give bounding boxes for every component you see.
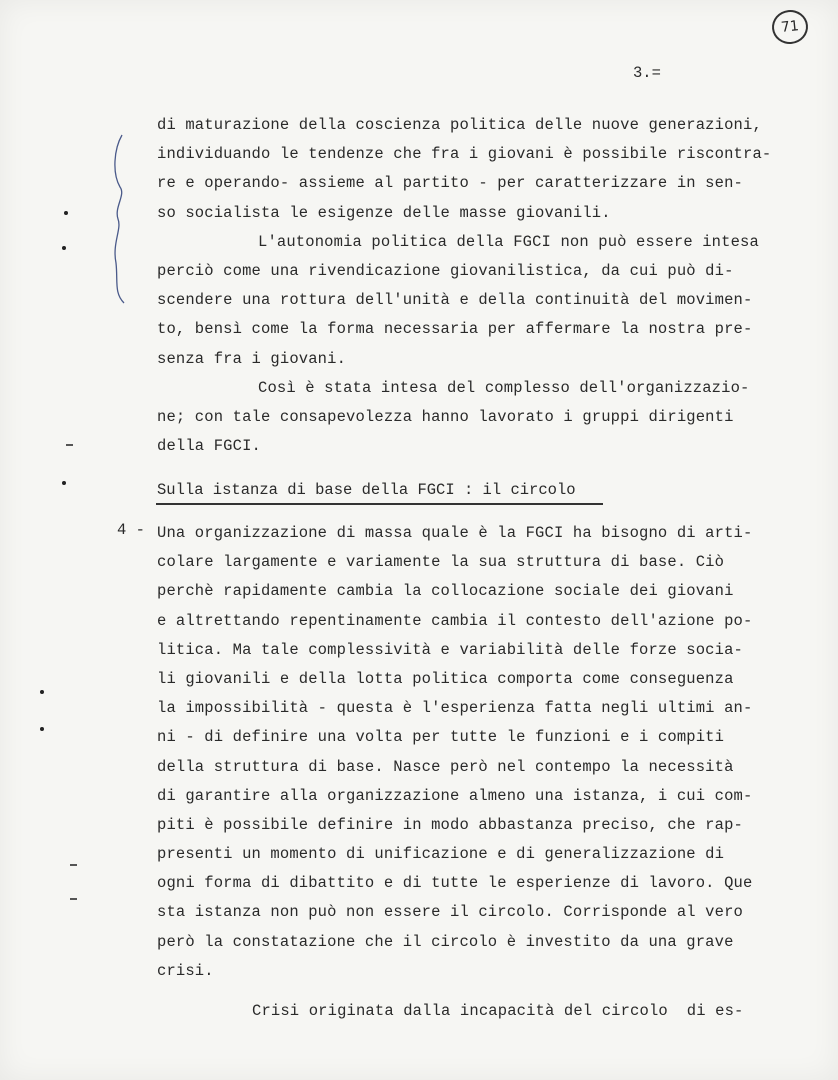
- text-line: ne; con tale consapevolezza hanno lavorato i gruppi dirigenti: [157, 407, 734, 426]
- text-line: la impossibilità - questa è l'esperienza fatta negli ultimi an-: [157, 699, 753, 718]
- page-number: 3.=: [633, 64, 661, 82]
- section-heading: Sulla istanza di base della FGCI : il circolo: [157, 481, 576, 499]
- text-line: Una organizzazione di massa quale è la FGCI ha bisogno di arti-: [157, 524, 753, 542]
- text-line: della FGCI.: [157, 437, 261, 456]
- margin-dot: [62, 481, 66, 485]
- text-line: perchè rapidamente cambia la collocazione sociale dei giovani: [157, 582, 734, 601]
- text-line: colare largamente e variamente la sua struttura di base. Ciò: [157, 553, 725, 572]
- text-line: individuando le tendenze che fra i giovani è possibile riscontra-: [157, 145, 772, 164]
- text-line: della struttura di base. Nasce però nel contempo la necessità: [157, 757, 734, 776]
- text-line: presenti un momento di unificazione e di generalizzazione di: [157, 845, 725, 864]
- text-line: senza fra i giovani.: [157, 349, 347, 368]
- text-line: li giovanili e della lotta politica comporta come conseguenza: [157, 669, 734, 688]
- margin-dash: [66, 444, 73, 446]
- margin-dot: [40, 690, 44, 694]
- text-line: to, bensì come la forma necessaria per affermare la nostra pre-: [157, 320, 753, 339]
- text-line: litica. Ma tale complessività e variabilità delle forze socia-: [157, 640, 743, 659]
- body-text-top: [157, 111, 787, 461]
- text-line: ni - di definire una volta per tutte le funzioni e i compiti: [157, 728, 725, 747]
- section-heading-underline: [156, 503, 603, 505]
- text-line: sta istanza non può non essere il circolo. Corrisponde al vero: [157, 903, 743, 922]
- text-line: di garantire alla organizzazione almeno una istanza, i cui com-: [157, 786, 753, 805]
- text-line: scendere una rottura dell'unità e della continuità del movimen-: [157, 291, 753, 310]
- handwritten-margin-bracket: [108, 133, 128, 305]
- text-line: perciò come una rivendicazione giovanilistica, da cui può di-: [157, 261, 734, 280]
- text-line: ogni forma di dibattito e di tutte le esperienze di lavoro. Que: [157, 874, 753, 893]
- text-line: di maturazione della coscienza politica delle nuove generazioni,: [157, 116, 762, 134]
- text-line: L'autonomia politica della FGCI non può essere intesa: [258, 232, 759, 251]
- margin-dash: [70, 864, 77, 866]
- text-line: Così è stata intesa del complesso dell'organizzazio-: [258, 378, 750, 397]
- archive-page-number-stamp: [770, 8, 809, 46]
- archive-number-text: 71: [780, 18, 800, 36]
- paragraph-gap: [157, 986, 787, 997]
- margin-dot: [64, 211, 68, 215]
- text-line: Crisi originata dalla incapacità del circolo di es-: [252, 1002, 744, 1020]
- margin-dash: [70, 898, 77, 900]
- section-number: 4 -: [117, 521, 145, 539]
- text-line: so socialista le esigenze delle masse giovanili.: [157, 203, 611, 222]
- text-line: crisi.: [157, 961, 214, 980]
- margin-dot: [40, 727, 44, 731]
- text-line: re e operando- assieme al partito - per caratterizzare in sen-: [157, 174, 743, 193]
- margin-dot: [62, 246, 66, 250]
- body-text-bottom: [157, 519, 787, 1026]
- text-line: piti è possibile definire in modo abbastanza preciso, che rap-: [157, 815, 743, 834]
- text-line: e altrettando repentinamente cambia il contesto dell'azione po-: [157, 611, 753, 630]
- text-line: però la constatazione che il circolo è investito da una grave: [157, 932, 734, 951]
